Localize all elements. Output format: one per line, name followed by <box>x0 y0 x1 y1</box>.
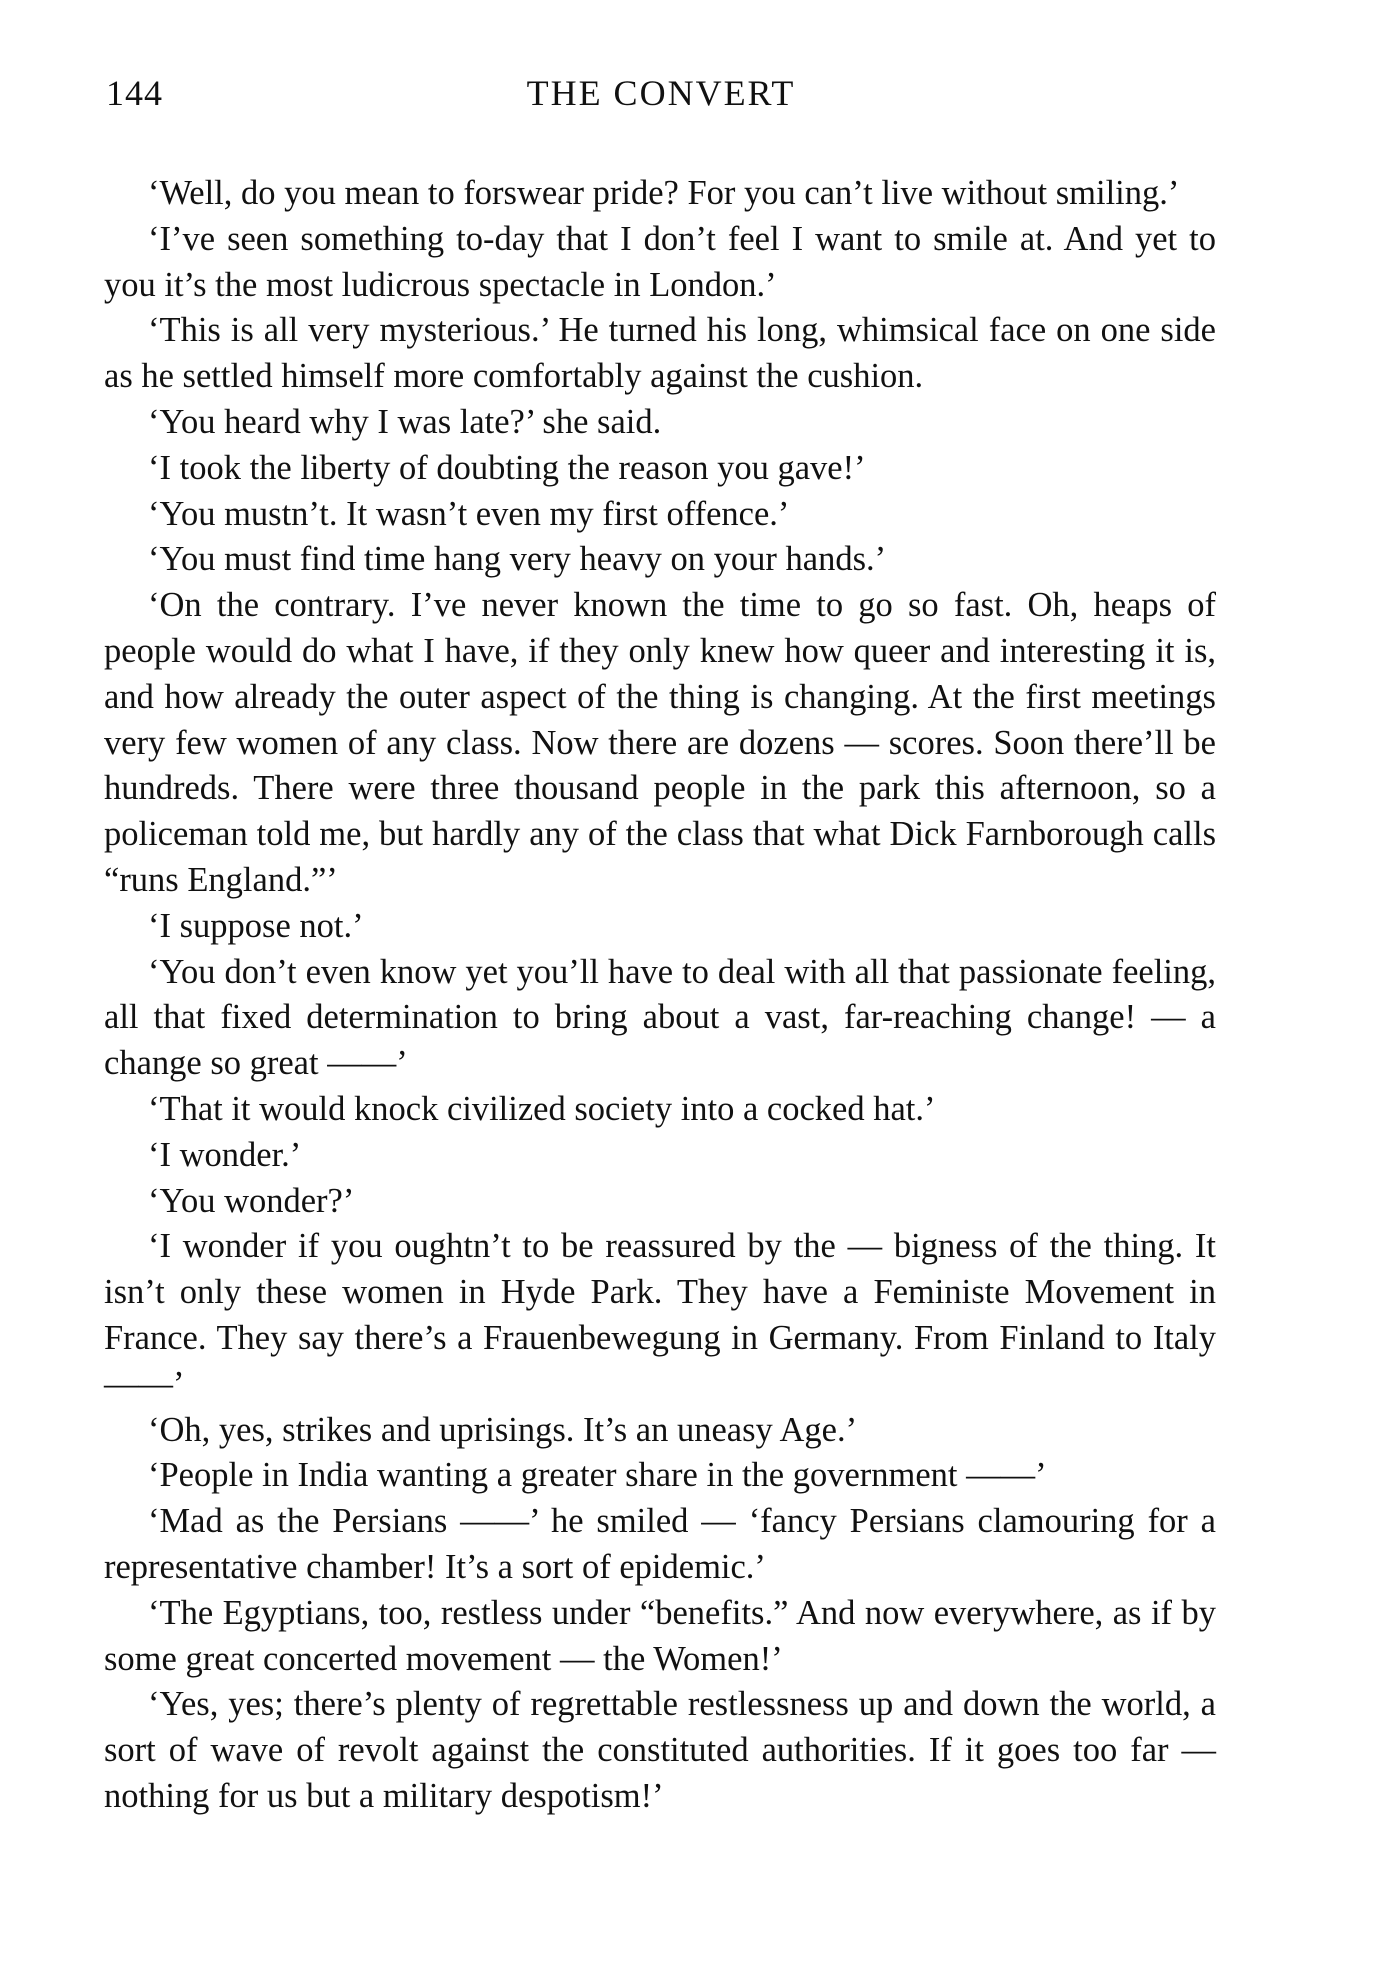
paragraph: ‘Oh, yes, strikes and uprisings. It’s an uneasy Age.’ <box>148 1410 858 1449</box>
paragraph: ‘This is all very mysterious.’ He turned his long, whimsical face on one side as he settled himself more comfortably against the cushion. <box>104 311 1216 396</box>
page-number: 144 <box>106 73 163 113</box>
paragraph: ‘Mad as the Persians ——’ he smiled — ‘fancy Persians clamouring for a representative chamber! It’s a sort of epidemic.’ <box>104 1502 1216 1586</box>
paragraph: ‘That it would knock civilized society into a cocked hat.’ <box>148 1089 936 1128</box>
paragraph: ‘On the contrary. I’ve never known the time to go so fast. Oh, heaps of people would do what I have, if they only knew how queer and interesting it is, and how already the outer aspect of the thing is changing. At the first meetings very few women of any class. Now there are dozens — scores. Soon there’ll be hundreds. There were three thousand people in the park this afternoon, so a policeman told me, but hardly any of the class that what Dick Farnborough calls “runs England.”’ <box>104 586 1216 899</box>
paragraph: ‘I took the liberty of doubting the reason you gave!’ <box>148 448 866 487</box>
paragraph: ‘The Egyptians, too, restless under “benefits.” And now everywhere, as if by some great concerted movement — the Women!’ <box>104 1593 1216 1678</box>
paragraph: ‘People in India wanting a greater share in the government ——’ <box>148 1456 1047 1495</box>
paragraph: ‘You mustn’t. It wasn’t even my first offence.’ <box>148 494 790 533</box>
paragraph: ‘I’ve seen something to-day that I don’t feel I want to smile at. And yet to you it’s the most ludicrous spectacle in London.’ <box>104 219 1216 304</box>
paragraph: ‘I suppose not.’ <box>148 906 364 945</box>
paragraph: ‘You wonder?’ <box>148 1181 355 1220</box>
paragraph: ‘You don’t even know yet you’ll have to deal with all that passionate feeling, all that fixed determination to bring about a vast, far-reaching change! — a change so great ——’ <box>104 952 1216 1083</box>
body-text <box>104 171 1216 1820</box>
paragraph: ‘Well, do you mean to forswear pride? For you can’t live without smiling.’ <box>148 174 1180 212</box>
paragraph: ‘I wonder if you oughtn’t to be reassured by the — bigness of the thing. It isn’t only these women in Hyde Park. They have a Feministe Movement in France. They say there’s a Frauenbewegung in Germany. From Finland to Italy ——’ <box>104 1227 1216 1403</box>
paragraph: ‘You heard why I was late?’ she said. <box>148 402 662 441</box>
paragraph: ‘Yes, yes; there’s plenty of regrettable restlessness up and down the world, a sort of wave of revolt against the constituted authorities. If it goes too far — nothing for us but a military despotism!’ <box>104 1685 1216 1815</box>
paragraph: ‘I wonder.’ <box>148 1135 302 1174</box>
running-head <box>106 72 1216 122</box>
running-title: THE CONVERT <box>526 73 796 113</box>
paragraph: ‘You must find time hang very heavy on your hands.’ <box>148 540 887 579</box>
